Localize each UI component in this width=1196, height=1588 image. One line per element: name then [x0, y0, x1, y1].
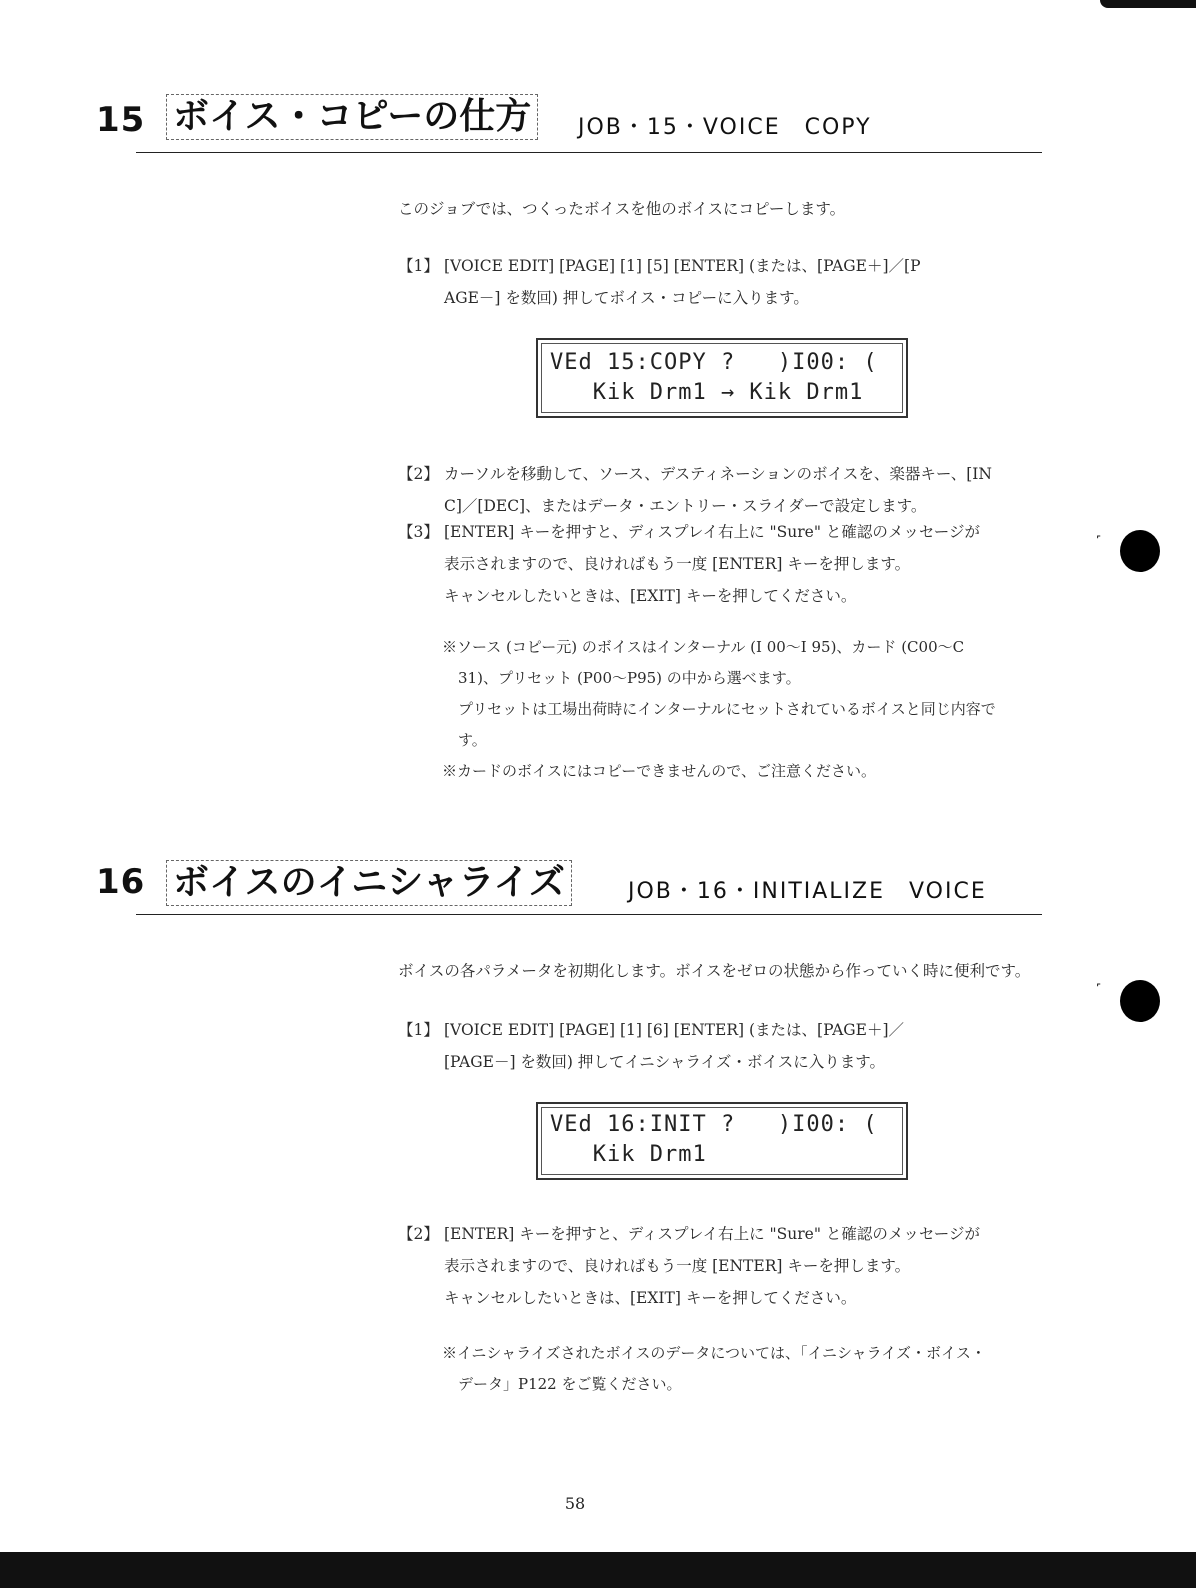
section-16-rule	[136, 914, 1042, 915]
step-text-line: [ENTER] キーを押すと、ディスプレイ右上に "Sure" と確認のメッセージが	[444, 1225, 980, 1243]
step-text-line: カーソルを移動して、ソース、デスティネーションのボイスを、楽器キー、[IN	[444, 465, 992, 483]
step-text-line: [VOICE EDIT] [PAGE] [1] [5] [ENTER] (または、[PAGE＋]／[P	[444, 257, 921, 275]
note-line: ※イニシャライズされたボイスのデータについては、「イニシャライズ・ボイス・	[442, 1344, 986, 1362]
note-line: プリセットは工場出荷時にインターナルにセットされているボイスと同じ内容で	[458, 700, 996, 718]
punch-hole	[1120, 530, 1160, 572]
section-16-intro: ボイスの各パラメータを初期化します。ボイスをゼロの状態から作っていく時に便利です。	[398, 962, 1031, 980]
lcd-row-1: VEd 15:COPY ? )I00: (	[550, 350, 878, 375]
step-text-line: [VOICE EDIT] [PAGE] [1] [6] [ENTER] (または、[PAGE＋]／	[444, 1021, 905, 1039]
note-line: データ」P122 をご覧ください。	[458, 1375, 682, 1393]
step-text-line: C]／[DEC]、またはデータ・エントリー・スライダーで設定します。	[444, 497, 927, 515]
lcd-row-2: Kik Drm1 → Kik Drm1	[550, 380, 864, 405]
step-text-line: [PAGE－] を数回) 押してイニシャライズ・ボイスに入ります。	[444, 1053, 885, 1071]
step-marker: 【1】	[398, 257, 439, 275]
corner-mark	[1100, 0, 1196, 8]
section-15-step-2	[398, 458, 992, 522]
lcd-display-copy	[536, 338, 908, 418]
step-text-line: 表示されますので、良ければもう一度 [ENTER] キーを押します。	[444, 555, 911, 573]
lcd-row-1: VEd 16:INIT ? )I00: (	[550, 1112, 878, 1137]
step-marker: 【3】	[398, 523, 439, 541]
page-number: 58	[564, 1494, 586, 1513]
section-16-step-2	[398, 1218, 980, 1314]
note-line: す。	[458, 731, 487, 749]
lcd-row-2: Kik Drm1	[550, 1142, 707, 1167]
step-text-line: 表示されますので、良ければもう一度 [ENTER] キーを押します。	[444, 1257, 911, 1275]
section-16-title: ボイスのイニシャライズ	[166, 860, 572, 906]
note-line: 31)、プリセット (P00～P95) の中から選べます。	[458, 669, 801, 687]
section-15-step-3	[398, 516, 980, 612]
section-16-subtitle: JOB・16・INITIALIZE VOICE	[628, 879, 987, 904]
note-line: ※カードのボイスにはコピーできませんので、ご注意ください。	[442, 762, 876, 780]
step-marker: 【1】	[398, 1021, 439, 1039]
step-text-line: [ENTER] キーを押すと、ディスプレイ右上に "Sure" と確認のメッセージが	[444, 523, 980, 541]
punch-tick: ˹	[1096, 980, 1102, 999]
section-15-rule	[136, 152, 1042, 153]
section-15-number: 15	[96, 100, 146, 140]
section-15-intro: このジョブでは、つくったボイスを他のボイスにコピーします。	[398, 200, 846, 218]
step-text-line: AGE－] を数回) 押してボイス・コピーに入ります。	[444, 289, 809, 307]
step-marker: 【2】	[398, 465, 439, 483]
section-15-notes	[442, 632, 996, 787]
section-16-number: 16	[96, 862, 146, 902]
punch-hole	[1120, 980, 1160, 1022]
punch-tick: ˹	[1096, 532, 1102, 551]
section-16-step-1	[398, 1014, 904, 1078]
step-text-line: キャンセルしたいときは、[EXIT] キーを押してください。	[444, 587, 857, 605]
section-15-subtitle: JOB・15・VOICE COPY	[578, 115, 872, 140]
scan-bottom-edge	[0, 1552, 1196, 1588]
note-line: ※ソース (コピー元) のボイスはインターナル (I 00～I 95)、カード (C00～C	[442, 638, 965, 656]
section-15-title: ボイス・コピーの仕方	[166, 94, 538, 140]
lcd-display-init	[536, 1102, 908, 1180]
step-text-line: キャンセルしたいときは、[EXIT] キーを押してください。	[444, 1289, 857, 1307]
section-15-step-1	[398, 250, 921, 314]
section-16-notes	[442, 1338, 986, 1400]
step-marker: 【2】	[398, 1225, 439, 1243]
